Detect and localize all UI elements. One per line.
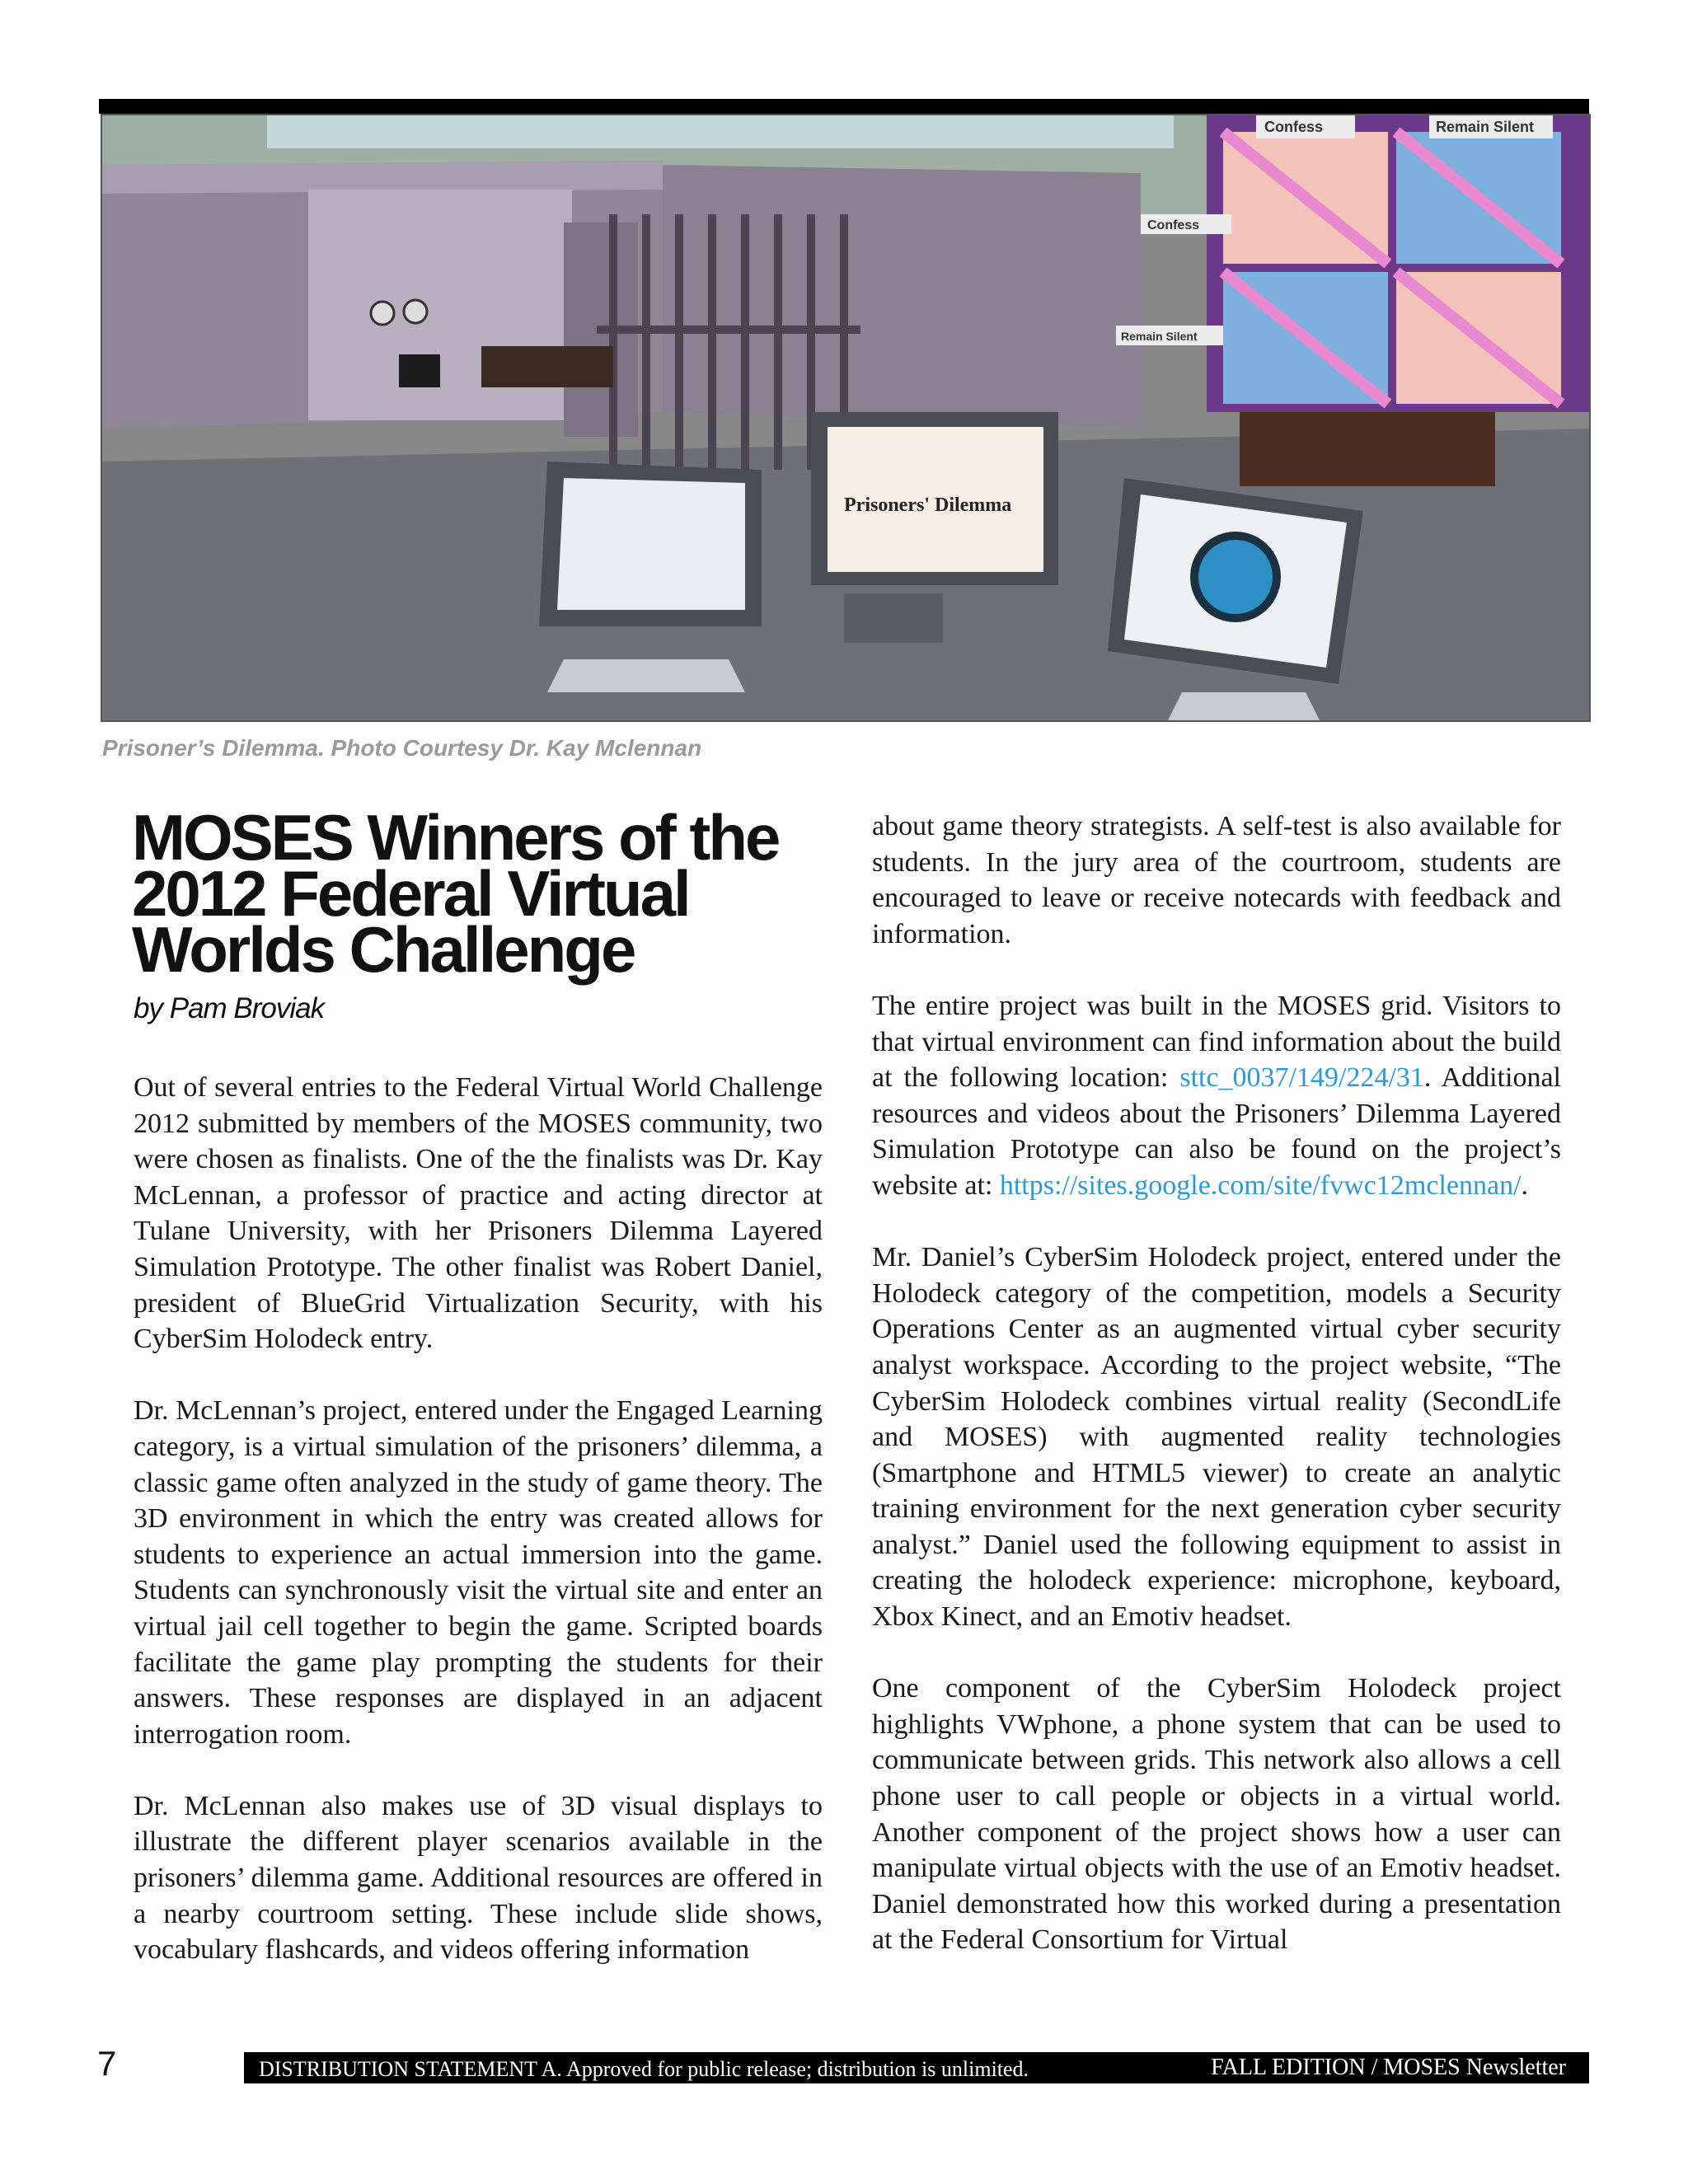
- byline: by Pam Broviak: [134, 992, 325, 1024]
- paragraph-text: . Additional resources and videos about the Prisoners’ Dilemma Layered Simulation Prototype can also be found on the project’s website at:: [872, 1062, 1561, 1201]
- title-line: Worlds Challenge: [132, 913, 635, 986]
- title-line: 2012 Federal Virtual: [132, 857, 689, 930]
- distribution-statement: DISTRIBUTION STATEMENT A. Approved for public release; distribution is unlimited.: [259, 2057, 1029, 2081]
- paragraph-text: .: [1521, 1169, 1529, 1201]
- left-column: [134, 1070, 823, 2004]
- sign-confess-top: Confess: [1264, 119, 1324, 135]
- paragraph: Dr. McLennan’s project, entered under the Engaged Learning category, is a virtual simulation of the prisoners’ dilemma, a classic game often analyzed in the study of game theory. The 3D environment in which the entry was created allows for students to experience an actual immersion into the game. Students can synchronously visit the virtual site and enter an virtual jail cell together to begin the game. Scripted boards facilitate the game play prompting the students for their answers. These responses are displayed in an adjacent interrogation room.: [134, 1395, 823, 1750]
- board-title: Prisoners' Dilemma: [844, 494, 1012, 516]
- title-line: MOSES Winners of the: [132, 801, 779, 874]
- page-number: 7: [97, 2044, 117, 2083]
- right-column: [872, 808, 1561, 1994]
- location-link[interactable]: sttc_0037/149/224/31: [1179, 1062, 1424, 1094]
- article-photo: [101, 114, 1591, 722]
- top-rule: [99, 99, 1589, 114]
- website-link[interactable]: https://sites.google.com/site/fvwc12mclennan/: [999, 1169, 1522, 1201]
- photo-caption: Prisoner’s Dilemma. Photo Courtesy Dr. Kay Mclennan: [102, 735, 702, 761]
- paragraph: Out of several entries to the Federal Virtual World Challenge 2012 submitted by members of the MOSES community, two were chosen as finalists. One of the the finalists was Dr. Kay McLennan, a professor of practice and acting director at Tulane University, with her Prisoners Dilemma Layered Simulation Prototype. The other finalist was Robert Daniel, president of BlueGrid Virtualization Security, with his CyberSim Holodeck entry.: [134, 1072, 823, 1355]
- footer-bar: [244, 2052, 1589, 2083]
- paragraph: Dr. McLennan also makes use of 3D visual displays to illustrate the different player scenarios available in the prisoners’ dilemma game. Additional resources are offered in a nearby courtroom setting. These include slide shows, vocabulary flashcards, and videos offering information: [134, 1790, 823, 1966]
- edition-label: FALL EDITION / MOSES Newsletter: [1211, 2055, 1566, 2080]
- paragraph: [872, 988, 1561, 1204]
- paragraph-text: The entire project was built in the MOSES grid. Visitors to that virtual environment can find information about the build at the following location:: [872, 990, 1561, 1094]
- sign-remain-side: Remain Silent: [1121, 330, 1198, 343]
- paragraph: Mr. Daniel’s CyberSim Holodeck project, entered under the Holodeck category of the competition, models a Security Operations Center as an augmented virtual cyber security analyst workspace. According to the project website, “The CyberSim Holodeck combines virtual reality (SecondLife and MOSES) with augmented reality technologies (Smartphone and HTML5 viewer) to create an analytic training environment for the next generation cyber security analyst.” Daniel used the following equipment to assist in creating the holodeck experience: microphone, keyboard, Xbox Kinect, and an Emotiv headset.: [872, 1242, 1561, 1633]
- photo-scene: [102, 115, 1589, 720]
- article-title: [132, 801, 832, 986]
- sign-remain-top: Remain Silent: [1436, 119, 1535, 135]
- paragraph: One component of the CyberSim Holodeck project highlights VWphone, a phone system that can be used to communicate between grids. This network also allows a cell phone user to call people or objects in a virtual world. Another component of the project shows how a user can manipulate virtual objects with the use of an Emotiv headset. Daniel demonstrated how this worked during a presentation at the Federal Consortium for Virtual: [872, 1673, 1561, 1956]
- sign-confess-side: Confess: [1147, 218, 1200, 232]
- paragraph: about game theory strategists. A self-test is also available for students. In the jury area of the courtroom, students are encouraged to leave or receive notecards with feedback and information.: [872, 811, 1561, 949]
